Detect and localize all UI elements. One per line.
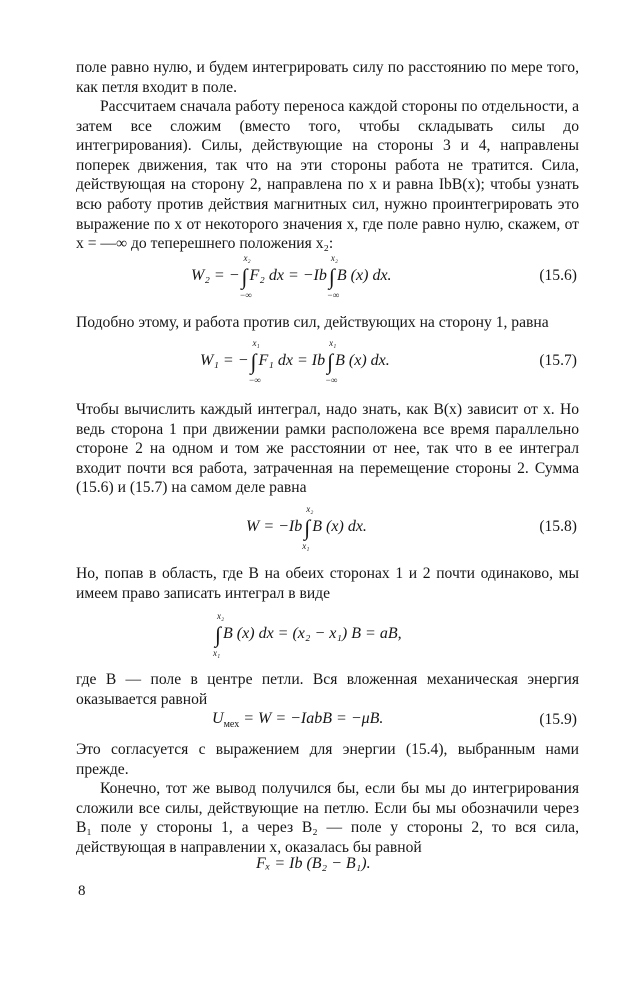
eq-15-8-lhs: W = −Ib [246, 518, 303, 535]
eq-15-6-int2-upper: x₂ [330, 253, 338, 263]
eq-15-7-int1-upper: x₁ [252, 338, 260, 348]
equation-number: (15.6) [539, 267, 577, 284]
eq-15-9-sub: мех [223, 719, 240, 731]
eq-15-6-rhs: B (x) dx. [336, 267, 392, 284]
integral-sign: ∫ x₁ −∞ [325, 338, 338, 385]
page-number: 8 [78, 883, 86, 899]
eq-15-6-lhs: W₂ = − [191, 267, 240, 284]
paragraph-0: поле равно нулю, и будем интегрировать силу по расстоянию по мере того, как петля входит в поле. [76, 59, 579, 96]
integral-sign: ∫ x₂ x₁ [213, 611, 225, 658]
paragraph-7: Конечно, тот же вывод получился бы, если бы мы до интегрирования сложили все силы, действующие на петлю. Если бы мы обозначили через B₁ поле у стороны 1, а через B₂ — поле у стороны 2, то вся сила, действующая в направлении x, оказалась бы равной [76, 780, 579, 856]
eq-15-9-u: U [212, 710, 224, 727]
eq-15-6-int1-lower: −∞ [239, 290, 252, 300]
equation-number: (15.7) [539, 352, 577, 369]
eq-15-6-int1-upper: x₂ [243, 253, 251, 263]
eq-15-7-lhs: W₁ = − [200, 352, 249, 369]
paragraph-2: Подобно этому, и работа против сил, действующих на сторону 1, равна [76, 314, 549, 331]
equation-15-7 [76, 338, 579, 385]
eq-fx-body: Fₓ = Ib (B₂ − B₁). [256, 855, 371, 872]
eq-int-lower: x₁ [213, 648, 221, 658]
paragraph-5: где B — поле в центре петли. Вся вложенная механическая энергия оказывается равной [76, 671, 579, 708]
eq-15-7-int1-lower: −∞ [248, 375, 261, 385]
equation-15-6 [76, 253, 579, 300]
equation-integral-approx [76, 611, 579, 658]
equation-15-8 [76, 504, 579, 551]
paragraph-4: Но, попав в область, где B на обеих сторонах 1 и 2 почти одинаково, мы имеем право записать интеграл в виде [76, 565, 579, 602]
eq-15-8-int-upper: x₂ [306, 504, 314, 514]
integral-sign: ∫ x₂ −∞ [326, 253, 340, 300]
eq-15-6-int2-lower: −∞ [326, 290, 340, 300]
eq-15-7-mid: F₁ dx = Ib [258, 352, 326, 369]
eq-15-7-rhs: B (x) dx. [335, 352, 390, 369]
eq-int-upper: x₂ [217, 611, 225, 621]
paragraph-1: Рассчитаем сначала работу переноса каждой стороны по отдельности, а затем все сложим (вместо того, чтобы складывать силы до интегрирования). Силы, действующие на стороны 3 и 4, направлены поперек движения, так что на эти стороны работа не тратится. Сила, действующая на сторону 2, направлена по x и равна IbB(x); чтобы узнать всю работу против действия магнитных сил, нужно проинтегрировать это выражение по x от некоторого значения x, где поле равно нулю, скажем, от x = —∞ до теперешнего положения x₂: [76, 98, 579, 253]
integral-sign: ∫ x₁ −∞ [248, 338, 261, 385]
eq-15-8-int-lower: x₁ [302, 541, 310, 551]
eq-15-8-rhs: B (x) dx. [312, 518, 367, 535]
eq-15-9-rest: = W = −IabB = −μB. [239, 710, 384, 727]
equation-number: (15.8) [539, 518, 577, 535]
eq-15-7-int2-upper: x₁ [329, 338, 337, 348]
eq-15-6-mid: F₂ dx = −Ib [249, 267, 327, 284]
eq-15-7-int2-lower: −∞ [325, 375, 338, 385]
eq-int-rhs: B (x) dx = (x₂ − x₁) B = aB, [223, 625, 402, 642]
equation-number: (15.9) [539, 711, 577, 728]
integral-sign: ∫ x₂ −∞ [239, 253, 252, 300]
paragraph-6: Это согласуется с выражением для энергии (15.4), выбранным нами прежде. [76, 741, 579, 778]
paragraph-3: Чтобы вычислить каждый интеграл, надо знать, как B(x) зависит от x. Но ведь сторона 1 при движении рамки расположена все время параллельно стороне 2 на одном и том же расстоянии от нее, так что в ее интеграл входит почти вся работа, затраченная на перемещение стороны 2. Сумма (15.6) и (15.7) на самом деле равна [76, 401, 579, 497]
integral-sign: ∫ x₂ x₁ [302, 504, 314, 551]
equation-fx [76, 855, 579, 895]
